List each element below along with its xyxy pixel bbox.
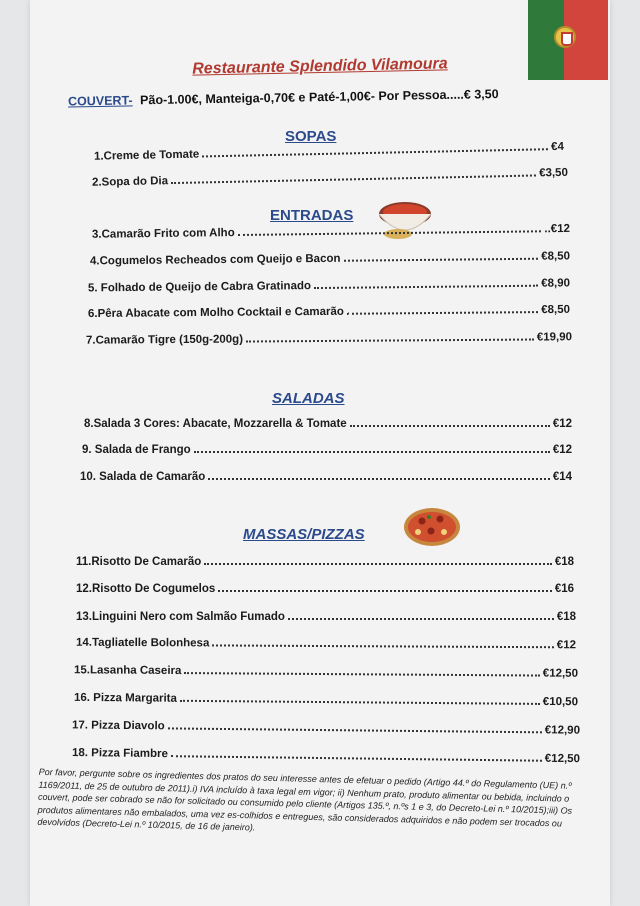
item-price: €12 bbox=[552, 444, 572, 456]
item-name: 5. Folhado de Queijo de Cabra Gratinado bbox=[87, 280, 312, 295]
portugal-flag-icon bbox=[528, 0, 608, 80]
item-name: 2.Sopa do Dia bbox=[91, 175, 169, 189]
item-name: 16. Pizza Margarita bbox=[73, 691, 177, 705]
menu-item bbox=[0, 583, 640, 599]
item-price: €12,50 bbox=[544, 752, 581, 766]
item-price: €18 bbox=[554, 556, 574, 568]
item-name: 12.Risotto De Cogumelos bbox=[76, 583, 216, 595]
section-saladas: SALADAS bbox=[272, 390, 345, 407]
item-price: €18 bbox=[556, 611, 576, 623]
item-name: 4.Cogumelos Recheados com Queijo e Bacon bbox=[89, 252, 341, 268]
menu-item bbox=[0, 444, 640, 460]
item-name: 3.Camarão Frito com Alho bbox=[91, 227, 235, 241]
item-name: 18. Pizza Fiambre bbox=[71, 746, 168, 761]
item-price: €19,90 bbox=[536, 331, 573, 344]
item-price: ..€12 bbox=[544, 222, 571, 236]
item-name: 17. Pizza Diavolo bbox=[71, 719, 165, 733]
item-name: 13.Linguini Nero com Salmão Fumado bbox=[76, 611, 285, 623]
item-price: €8,50 bbox=[541, 250, 571, 263]
item-price: €12,50 bbox=[542, 667, 579, 680]
item-price: €10,50 bbox=[542, 695, 579, 709]
menu-item bbox=[0, 471, 640, 487]
restaurant-title: Restaurante Splendido Vilamoura bbox=[192, 55, 448, 78]
item-name: 1.Creme de Tomate bbox=[93, 148, 200, 163]
item-price: €8,90 bbox=[541, 277, 571, 290]
pizza-icon bbox=[402, 505, 462, 549]
legal-footer-note: Por favor, pergunte sobre os ingredientes dos pratos do seu interesse antes de efetuar o pedido (Artigo 44.º do Regulamento (UE) n.º 1169/2011, de 25 de outubro de 2011).i) IVA incluído à taxa legal em vigor; ii) Nenhum prato, produto alimentar ou bebida, incluindo o couvert, pode ser cobrado se não for solicitado ou consumido pelo cliente (Artigos 135.º, n.ºs 1 e 3, do Decreto-Lei n.º 10/2015);iii) Os produtos alimentares não embalados, uma vez es-colhidos e entregues, são considerados adquiridos e não podem ser trocados ou devolvidos (Decreto-Lei n.º 10/2015, de 16 de janeiro). bbox=[37, 766, 573, 833]
menu-item bbox=[0, 556, 640, 572]
item-price: €12 bbox=[556, 639, 577, 652]
item-name: 14.Tagliatelle Bolonhesa bbox=[75, 636, 210, 650]
item-name: 7.Camarão Tigre (150g-200g) bbox=[85, 333, 244, 347]
item-name: 6.Pêra Abacate com Molho Cocktail e Camarão bbox=[87, 305, 344, 321]
item-name: 9. Salada de Frango bbox=[82, 444, 191, 456]
item-price: €8,50 bbox=[541, 303, 571, 317]
couvert-text: Pão-1.00€, Manteiga-0,70€ e Paté-1,00€- Por Pessoa.....€ 3,50 bbox=[139, 87, 499, 108]
menu-item bbox=[0, 418, 640, 434]
item-name: 10. Salada de Camarão bbox=[80, 471, 206, 483]
item-price: €3,50 bbox=[539, 166, 569, 180]
item-price: €12,90 bbox=[544, 724, 581, 737]
item-name: 8.Salada 3 Cores: Abacate, Mozzarella & Tomate bbox=[84, 418, 347, 430]
couvert-label: COUVERT- bbox=[67, 93, 133, 109]
menu-item bbox=[0, 611, 640, 627]
section-entradas: ENTRADAS bbox=[270, 207, 354, 224]
item-name: 11.Risotto De Camarão bbox=[76, 556, 202, 568]
section-massas-pizzas: MASSAS/PIZZAS bbox=[243, 526, 365, 543]
item-price: €14 bbox=[552, 471, 572, 483]
item-name: 15.Lasanha Caseira bbox=[73, 664, 182, 678]
section-sopas: SOPAS bbox=[285, 128, 337, 145]
item-price: €4 bbox=[550, 140, 565, 154]
item-price: €16 bbox=[554, 583, 574, 595]
menu-item bbox=[0, 636, 640, 655]
item-price: €12 bbox=[552, 418, 572, 430]
